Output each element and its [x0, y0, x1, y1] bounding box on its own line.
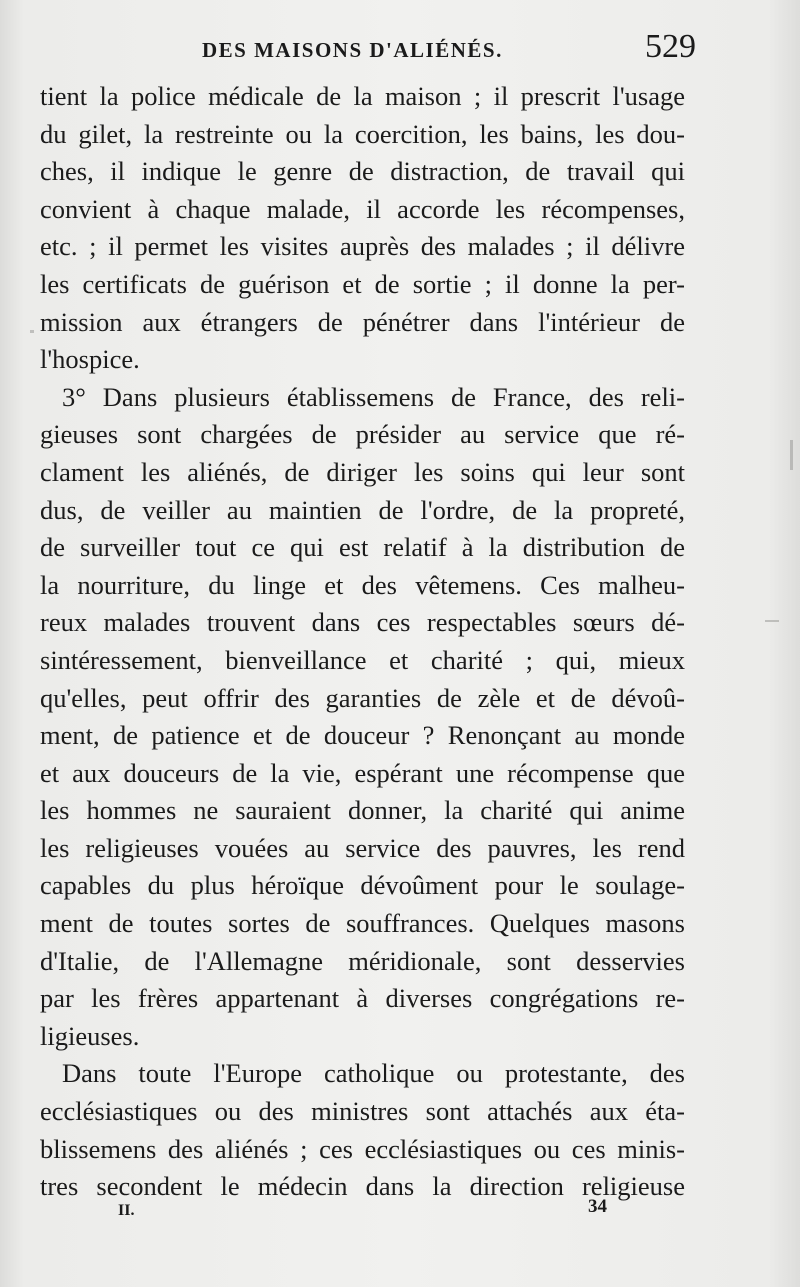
text-line: capables du plus héroïque dévoûment pour le soulage- [40, 870, 685, 901]
text-line: dus, de veiller au maintien de l'ordre, de la propreté, [40, 494, 685, 525]
text-line: tres secondent le médecin dans la direction religieuse [40, 1171, 685, 1202]
text-line: Dans toute l'Europe catholique ou protestante, des [62, 1058, 685, 1089]
text-line: l'hospice. [40, 344, 140, 375]
text-line: les religieuses vouées au service des pauvres, les rend [40, 832, 685, 863]
running-head: DES MAISONS D'ALIÉNÉS. [202, 38, 503, 62]
scan-speck [790, 440, 793, 470]
text-line: ment de toutes sortes de souffrances. Quelques masons [40, 908, 685, 939]
text-line: les certificats de guérison et de sortie ; il donne la per- [40, 268, 685, 299]
text-line: gieuses sont chargées de présider au service que ré- [40, 419, 685, 450]
scan-speck [30, 330, 34, 333]
text-line: ches, il indique le genre de distraction, de travail qui [40, 156, 685, 187]
page-header [40, 28, 696, 78]
scan-speck [765, 620, 779, 622]
body-text [40, 78, 685, 1206]
text-line: 3° Dans plusieurs établissemens de France, des reli- [62, 381, 685, 412]
text-line: d'Italie, de l'Allemagne méridionale, sont desservies [40, 945, 685, 976]
text-line: convient à chaque malade, il accorde les récompenses, [40, 193, 685, 224]
text-line: par les frères appartenant à diverses congrégations re- [40, 983, 685, 1014]
text-line: etc. ; il permet les visites auprès des malades ; il délivre [40, 231, 685, 262]
text-line: la nourriture, du linge et des vêtemens. Ces malheu- [40, 569, 685, 600]
text-line: qu'elles, peut offrir des garanties de zèle et de dévoû- [40, 682, 685, 713]
text-line: mission aux étrangers de pénétrer dans l'intérieur de [40, 306, 685, 337]
signature-mark: 34 [588, 1196, 607, 1217]
text-line: tient la police médicale de la maison ; il prescrit l'usage [40, 81, 685, 111]
text-line: ligieuses. [40, 1020, 140, 1051]
text-line: les hommes ne sauraient donner, la charité qui anime [40, 795, 685, 826]
text-line: et aux douceurs de la vie, espérant une récompense que [40, 757, 685, 788]
text-line: sintéressement, bienveillance et charité ; qui, mieux [40, 644, 685, 675]
text-line: ment, de patience et de douceur ? Renonçant au monde [40, 720, 685, 751]
text-line: de surveiller tout ce qui est relatif à la distribution de [40, 532, 685, 563]
page-footer [40, 1196, 685, 1226]
text-line: ecclésiastiques ou des ministres sont attachés aux éta- [40, 1096, 685, 1127]
page-number: 529 [645, 28, 696, 65]
text-line: blissemens des aliénés ; ces ecclésiastiques ou ces minis- [40, 1133, 685, 1164]
text-line: du gilet, la restreinte ou la coercition, les bains, les dou- [40, 118, 685, 149]
text-line: clament les aliénés, de diriger les soins qui leur sont [40, 456, 685, 487]
text-line: reux malades trouvent dans ces respectables sœurs dé- [40, 607, 685, 638]
volume-mark: II. [118, 1202, 135, 1219]
